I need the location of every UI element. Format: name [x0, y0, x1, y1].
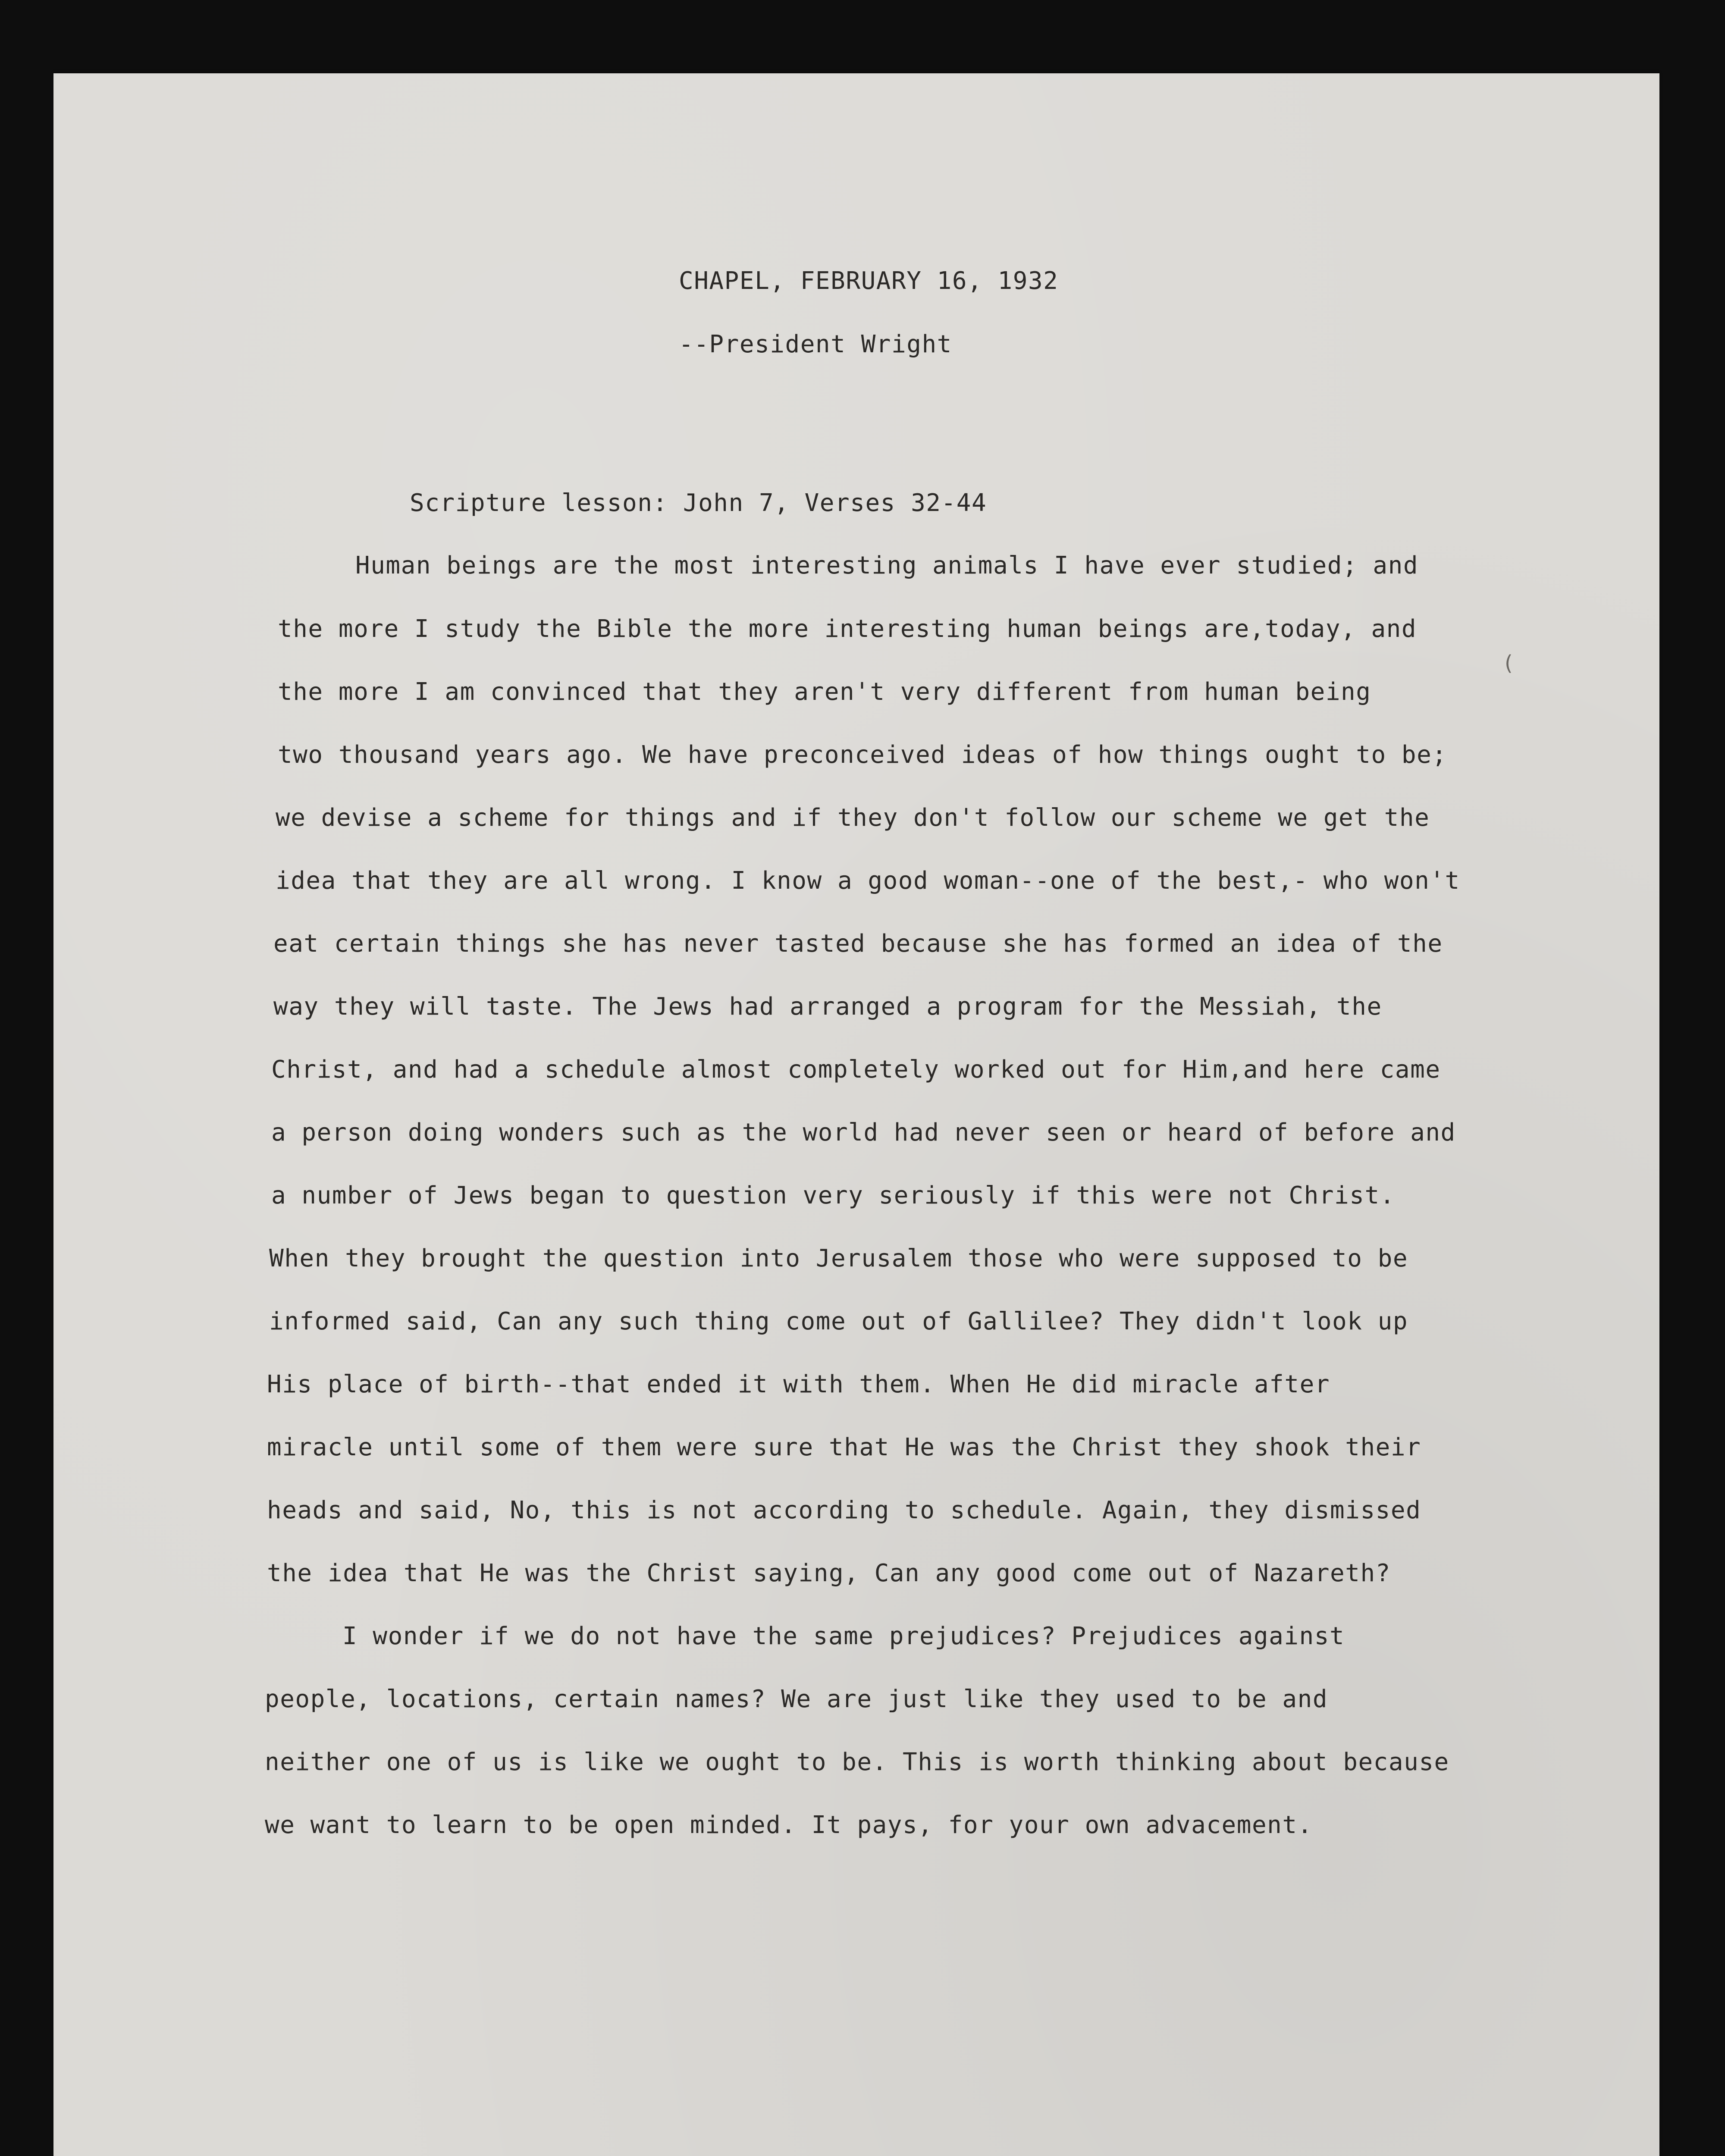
typewritten-page — [53, 73, 1659, 2156]
margin-mark: ( — [1505, 651, 1513, 675]
body-line: the idea that He was the Christ saying, Can any good come out of Nazareth? — [267, 1559, 1391, 1587]
body-line: idea that they are all wrong. I know a good woman--one of the best,- who won't — [276, 867, 1460, 895]
body-line: When they brought the question into Jerusalem those who were supposed to be — [269, 1244, 1408, 1272]
body-line: eat certain things she has never tasted because she has formed an idea of the — [273, 930, 1443, 958]
paragraph-2 — [53, 73, 1659, 2156]
body-line: people, locations, certain names? We are just like they used to be and — [265, 1685, 1328, 1713]
body-line: we want to learn to be open minded. It pays, for your own advacement. — [265, 1811, 1313, 1839]
body-line: heads and said, No, this is not according to schedule. Again, they dismissed — [267, 1496, 1421, 1524]
body-line: Human beings are the most interesting animals I have ever studied; and — [355, 552, 1419, 580]
document-author: --President Wright — [679, 330, 952, 358]
scripture-reference: Scripture lesson: John 7, Verses 32-44 — [410, 489, 987, 517]
body-line: neither one of us is like we ought to be. This is worth thinking about because — [265, 1748, 1449, 1776]
body-line: two thousand years ago. We have preconceived ideas of how things ought to be; — [278, 741, 1447, 769]
body-line: a person doing wonders such as the world had never seen or heard of before and — [271, 1119, 1456, 1147]
document-title: CHAPEL, FEBRUARY 16, 1932 — [679, 267, 1059, 295]
body-line: the more I am convinced that they aren't very different from human being — [278, 678, 1371, 706]
body-line: we devise a scheme for things and if they don't follow our scheme we get the — [276, 804, 1430, 832]
body-line: miracle until some of them were sure that He was the Christ they shook their — [267, 1433, 1421, 1461]
body-line: I wonder if we do not have the same prejudices? Prejudices against — [342, 1622, 1345, 1650]
body-line: His place of birth--that ended it with them. When He did miracle after — [267, 1370, 1330, 1398]
body-line: a number of Jews began to question very seriously if this were not Christ. — [271, 1181, 1395, 1210]
body-line: way they will taste. The Jews had arranged a program for the Messiah, the — [273, 993, 1382, 1021]
body-line: Christ, and had a schedule almost completely worked out for Him,and here came — [271, 1056, 1441, 1084]
body-line: the more I study the Bible the more interesting human beings are,today, and — [278, 615, 1417, 643]
body-line: informed said, Can any such thing come out of Gallilee? They didn't look up — [269, 1307, 1408, 1335]
